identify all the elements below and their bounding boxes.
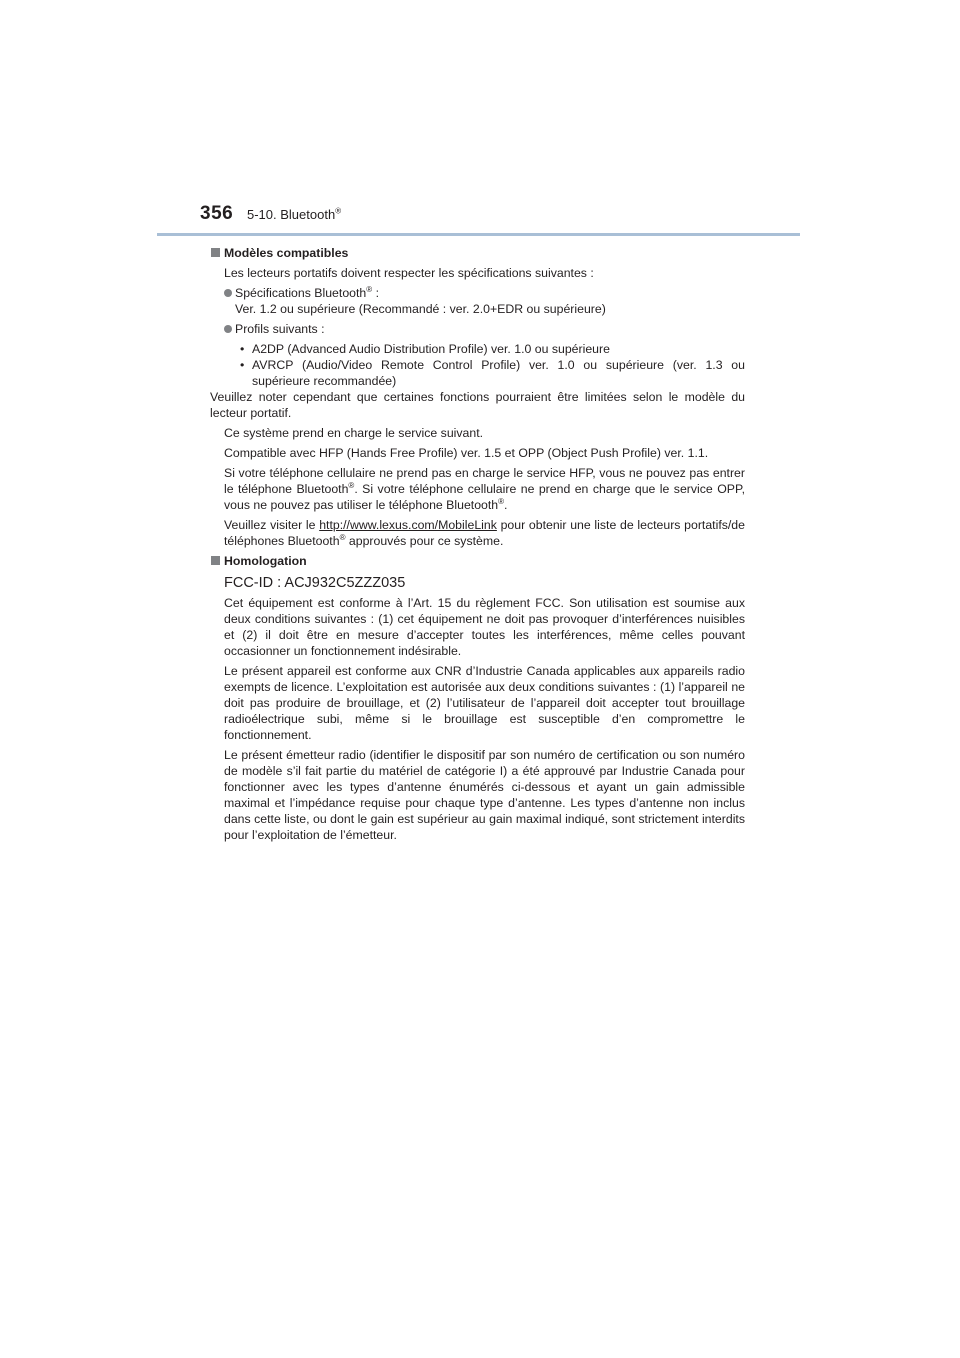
section-title-text: 5-10. Bluetooth [247, 207, 336, 222]
registered-mark: ® [348, 480, 355, 490]
bullet-profiles [224, 321, 745, 337]
page-number: 356 [200, 203, 234, 224]
visit-part: pour obtenir une liste de lecteurs portatifs/de téléphones Bluetooth [224, 518, 745, 548]
profile-text: A2DP (Advanced Audio Distribution Profile) ver. 1.0 ou supérieure [252, 342, 610, 356]
page-content [210, 245, 745, 847]
hfp-note-part: . [504, 498, 508, 512]
service-text: Ce système prend en charge le service suivant. [224, 426, 484, 440]
hfp-text: Compatible avec HFP (Hands Free Profile) ver. 1.5 et OPP (Object Push Profile) ver. 1.1. [224, 446, 709, 460]
heading-text: Modèles compatibles [224, 246, 349, 260]
hfp-note [224, 465, 745, 513]
registered-mark: ® [335, 206, 342, 216]
fcc-id: FCC-ID : ACJ932C5ZZZ035 [224, 575, 406, 591]
visit-part: approuvés pour ce système. [345, 534, 504, 548]
homologation-paragraph-1: Cet équipement est conforme à l’Art. 15 du règlement FCC. Son utilisation est soumise aux deux conditions suivantes : (1) cet équipement ne doit pas provoquer d’interférences nuisibles et (2) il doit être en mesure d’accepter toutes les interférences, même celles pouvant occasionner un fonctionnement indésirable. [224, 596, 745, 658]
spec-value: Ver. 1.2 ou supérieure (Recommandé : ver. 2.0+EDR ou supérieure) [235, 302, 606, 316]
heading-text: Homologation [224, 554, 307, 568]
hfp-note-part: . Si votre téléphone cellulaire ne prend en charge que le service OPP, vous ne pouvez pas utiliser le téléphone Bluetooth [224, 482, 745, 512]
homologation-paragraph-3: Le présent émetteur radio (identifier le dispositif par son numéro de certification ou son numéro de modèle s’il fait partie du matériel de catégorie I) a été approuvé par Industrie Canada pour fonctionner avec les types d’antenne énumérés ci-dessous et ayant un gain admissible maximal et l’impédance requise pour chaque type d’antenne. Les types d’antenne non inclus dans cette liste, ou dont le gain est supérieur au gain maximal indiqué, sont strictement interdits pour l’exploitation de l’émetteur. [224, 748, 745, 842]
profile-text: AVRCP (Audio/Video Remote Control Profile) ver. 1.0 ou supérieure (ver. 1.3 ou supérieure recommandée) [252, 358, 745, 388]
intro-text: Les lecteurs portatifs doivent respecter les spécifications suivantes : [224, 266, 594, 280]
list-item [224, 357, 745, 389]
visit-part: Veuillez visiter le [224, 518, 320, 532]
square-bullet-icon [211, 248, 220, 257]
circle-bullet-icon [224, 289, 232, 297]
lexus-mobilelink-link[interactable]: http://www.lexus.com/MobileLink [319, 518, 497, 532]
heading-compatible-models [210, 245, 745, 261]
circle-bullet-icon [224, 325, 232, 333]
bullet-spec [224, 285, 745, 317]
heading-homologation [210, 553, 745, 569]
section-title [247, 207, 341, 222]
registered-mark: ® [498, 496, 505, 506]
square-bullet-icon [211, 556, 220, 565]
spec-line [235, 285, 745, 301]
list-item [224, 341, 745, 357]
hfp-note-part: Si votre téléphone cellulaire ne prend pas en charge le service HFP, vous ne pouvez pas entrer le téléphone Bluetooth [224, 466, 745, 496]
dot-mark: • [240, 342, 245, 356]
profiles-label: Profils suivants : [235, 322, 325, 336]
registered-mark: ® [366, 284, 373, 294]
spec-colon: : [372, 286, 379, 300]
registered-mark: ® [339, 532, 346, 542]
header-rule [157, 233, 800, 236]
dot-mark: • [240, 358, 245, 372]
note-text: Veuillez noter cependant que certaines fonctions pourraient être limitées selon le modèle du lecteur portatif. [210, 390, 745, 420]
visit-text [224, 517, 745, 549]
page-header [200, 203, 800, 233]
homologation-paragraph-2: Le présent appareil est conforme aux CNR d’Industrie Canada applicables aux appareils radio exempts de licence. L’exploitation est autorisée aux deux conditions suivantes : (1) l’appareil ne doit pas produire de brouillage, et (2) l’utilisateur de l’appareil doit accepter tout brouillage radioélectrique subi, même si le brouillage est susceptible d’en compromettre le fonctionnement. [224, 664, 745, 742]
profiles-list [224, 341, 745, 389]
spec-label: Spécifications Bluetooth [235, 286, 367, 300]
